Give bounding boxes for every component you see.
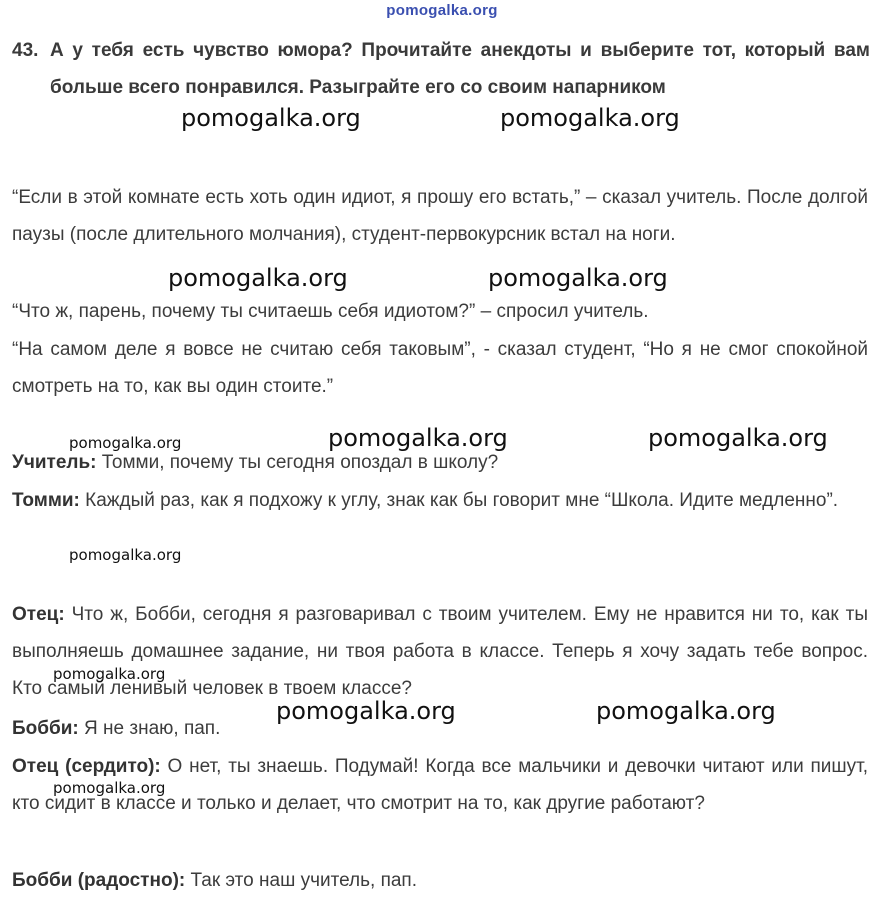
speaker-label: Томми:	[12, 490, 80, 511]
watermark: pomogalka.org	[648, 424, 828, 452]
watermark: pomogalka.org	[69, 434, 182, 452]
watermark: pomogalka.org	[596, 697, 776, 725]
task-text: А у тебя есть чувство юмора? Прочитайте анекдоты и выберите тот, который вам больше всего понравился. Разыграйте его со своим напарником	[50, 40, 870, 98]
watermark-top: pomogalka.org	[386, 2, 498, 19]
watermark: pomogalka.org	[328, 424, 508, 452]
watermark: pomogalka.org	[488, 264, 668, 292]
dialogue-text: Что ж, Бобби, сегодня я разговаривал с твоим учителем. Ему не нравится ни то, как ты выполняешь домашнее задание, ни твоя работа в классе. Теперь я хочу задать тебе вопрос. Кто самый ленивый человек в твоем классе?	[12, 604, 868, 699]
joke1-paragraph-2: “Что ж, парень, почему ты считаешь себя идиотом?” – спросил учитель.	[12, 301, 649, 322]
dialogue-text: Так это наш учитель, пап.	[185, 870, 418, 891]
dialogue-text: Каждый раз, как я подхожу к углу, знак как бы говорит мне “Школа. Идите медленно”.	[79, 490, 839, 511]
watermark: pomogalka.org	[53, 779, 166, 797]
speaker-label: Бобби:	[12, 718, 79, 739]
watermark: pomogalka.org	[181, 104, 361, 132]
dialogue-text: Томми, почему ты сегодня опоздал в школу?	[96, 452, 499, 473]
watermark: pomogalka.org	[168, 264, 348, 292]
dialogue-text: Я не знаю, пап.	[78, 718, 221, 739]
joke1-paragraph-3: “На самом деле я вовсе не считаю себя таковым”, - сказал студент, “Но я не смог спокойной смотреть на то, как вы один стоите.”	[12, 339, 868, 397]
joke3-line-bobby-happy	[12, 862, 868, 899]
speaker-label: Бобби (радостно):	[12, 870, 186, 891]
speaker-label: Отец (сердито):	[12, 756, 161, 777]
speaker-label: Отец:	[12, 604, 65, 625]
speaker-label: Учитель:	[12, 452, 97, 473]
watermark: pomogalka.org	[276, 697, 456, 725]
watermark: pomogalka.org	[500, 104, 680, 132]
joke3-line-father	[12, 596, 868, 707]
joke2-line-tommy	[12, 482, 868, 519]
dialogue-text: О нет, ты знаешь. Подумай! Когда все мальчики и девочки читают или пишут, кто сидит в классе и только и делает, что смотрит на то, как другие работают?	[12, 756, 868, 814]
watermark: pomogalka.org	[69, 546, 182, 564]
joke1-paragraph-1: “Если в этой комнате есть хоть один идиот, я прошу его встать,” – сказал учитель. После долгой паузы (после длительного молчания), студент-первокурсник встал на ноги.	[12, 187, 868, 245]
task-heading	[12, 32, 870, 106]
task-number: 43.	[12, 40, 39, 61]
watermark: pomogalka.org	[53, 665, 166, 683]
